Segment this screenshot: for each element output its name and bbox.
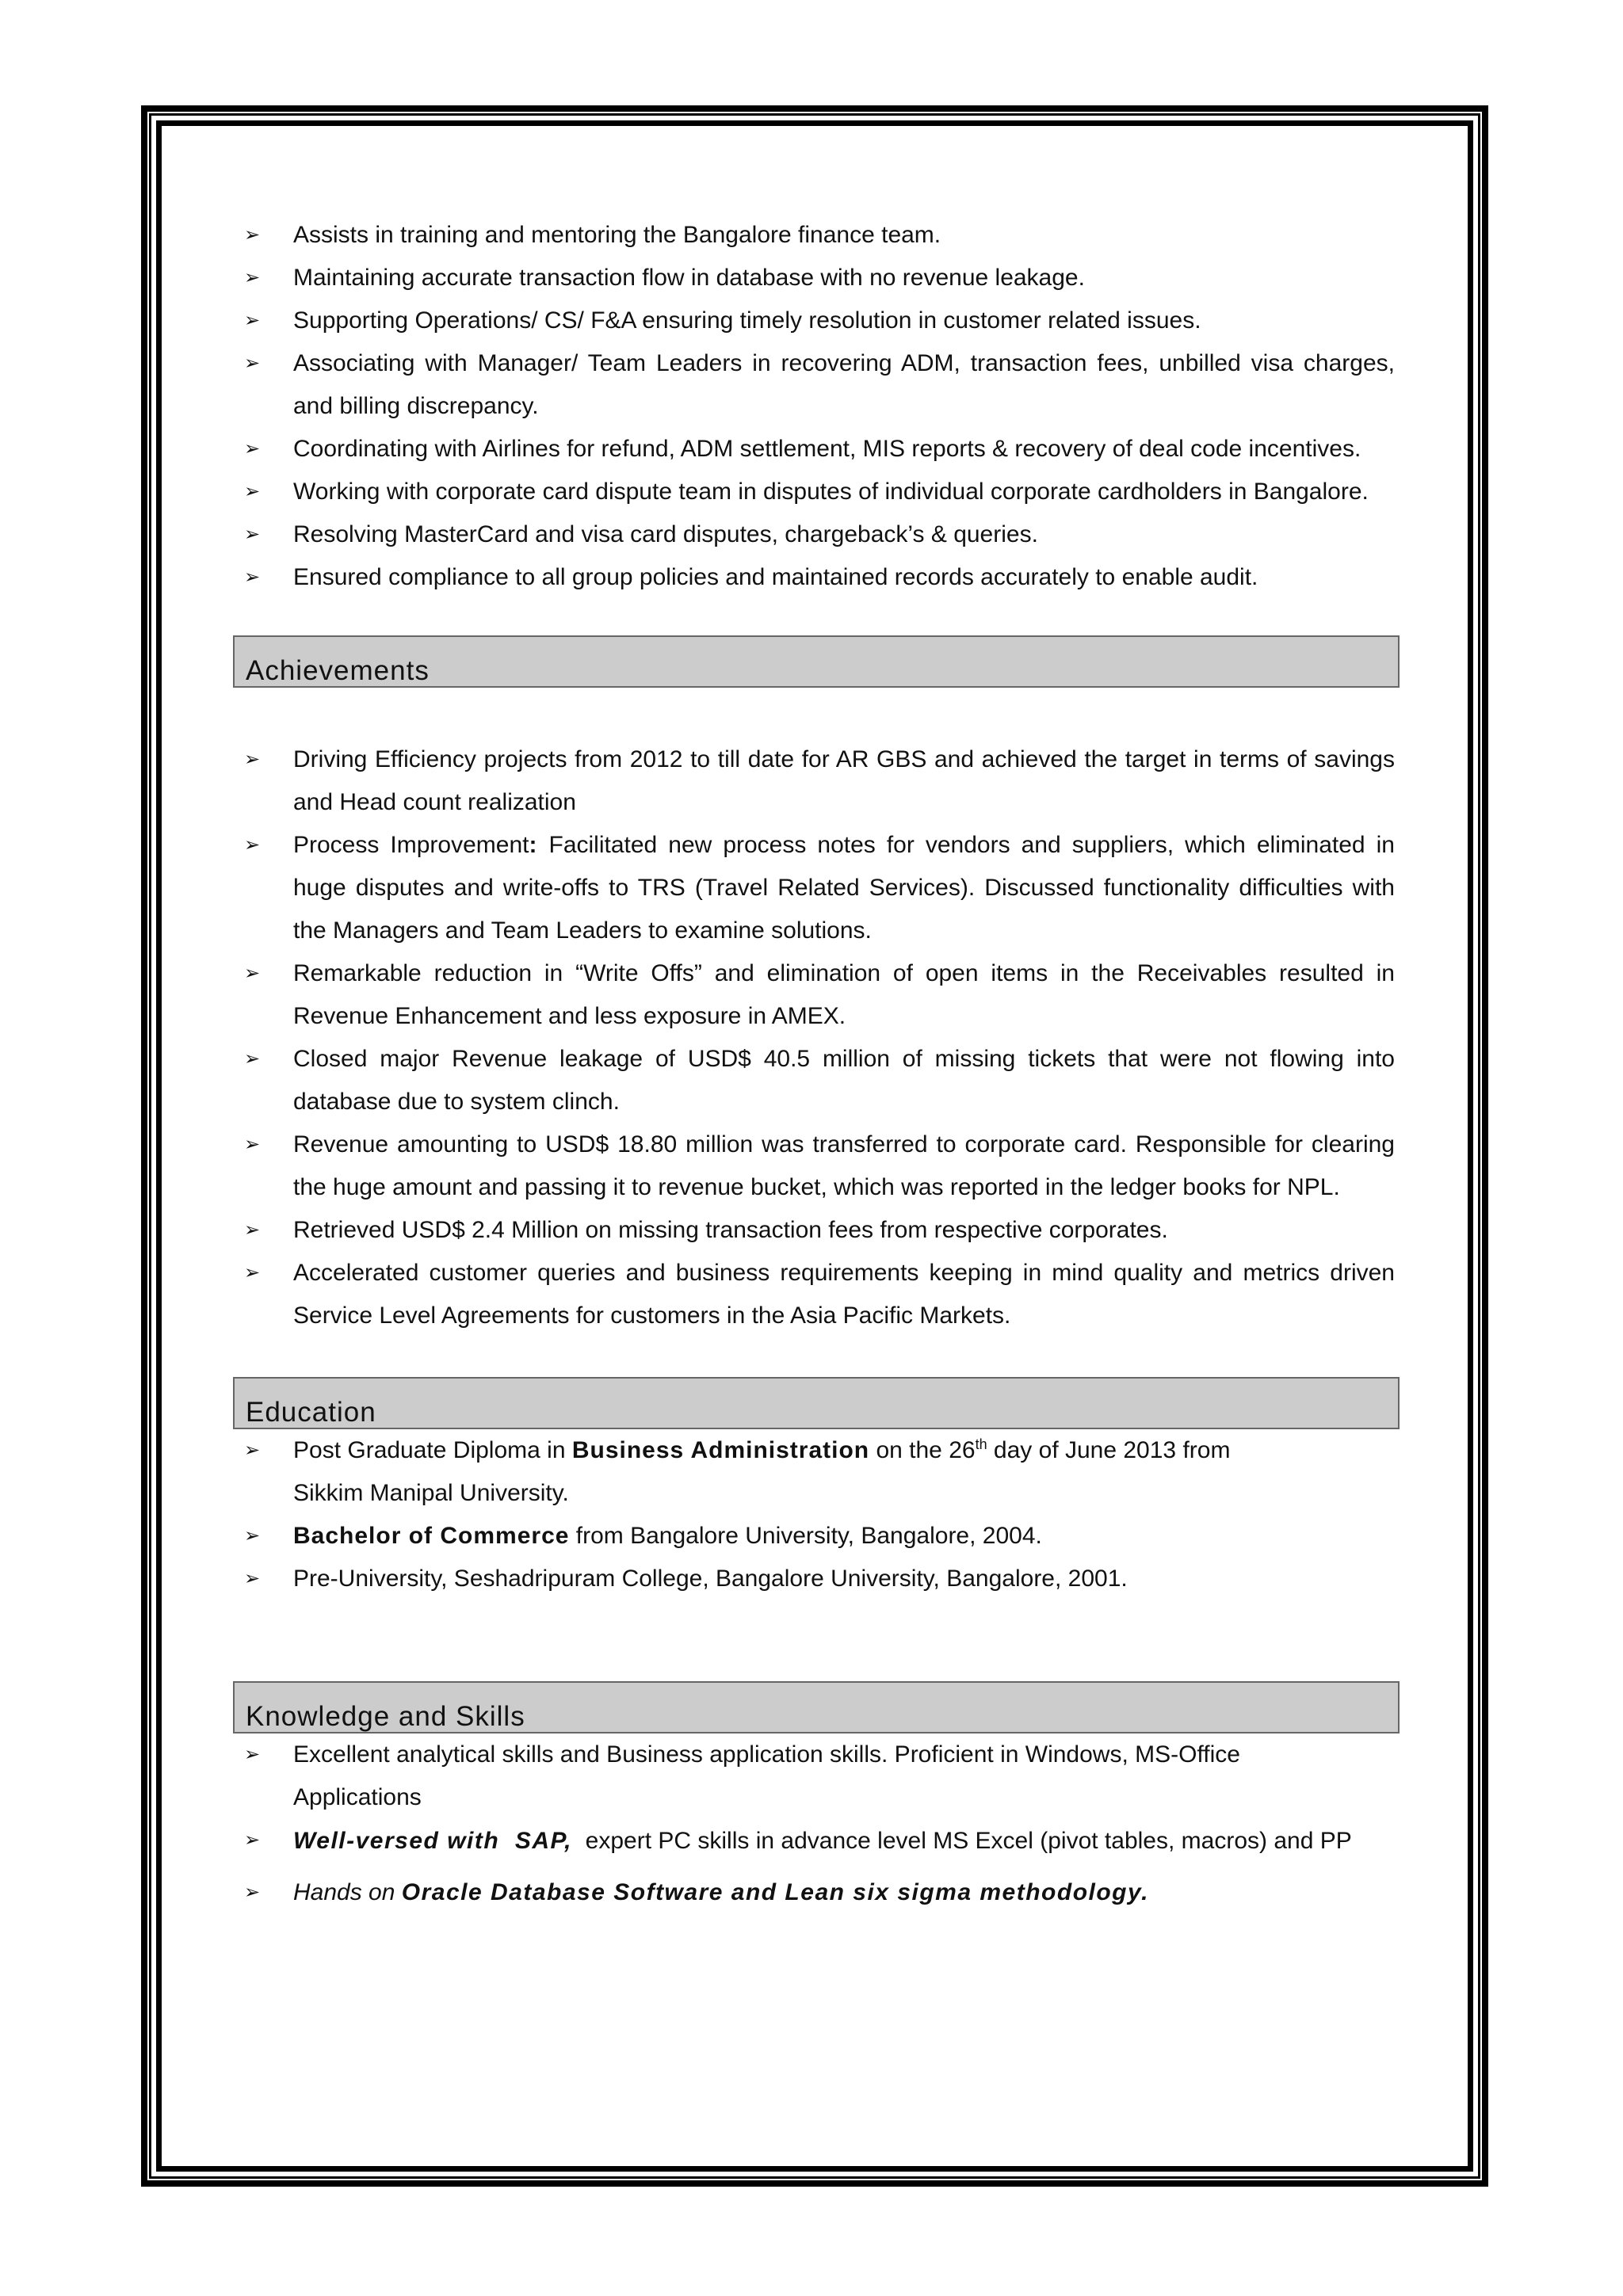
achievements-list xyxy=(233,738,1400,1337)
responsibilities-list xyxy=(233,214,1400,599)
arrowhead-bullet-icon: ➢ xyxy=(244,566,261,588)
arrowhead-bullet-icon: ➢ xyxy=(244,310,261,331)
list-item: ➢ Revenue amounting to USD$ 18.80 million was transferred to corporate card. Responsible for clearing the huge amount and passing it to revenue bucket, which was reported in the ledger books for NPL. xyxy=(233,1123,1400,1209)
list-item: ➢ Accelerated customer queries and business requirements keeping in mind quality and metrics driven Service Level Agreements for customers in the Asia Pacific Markets. xyxy=(233,1252,1400,1337)
list-item: ➢ Closed major Revenue leakage of USD$ 40.5 million of missing tickets that were not flowing into database due to system clinch. xyxy=(233,1038,1400,1123)
arrowhead-bullet-icon: ➢ xyxy=(244,1440,261,1461)
arrowhead-bullet-icon: ➢ xyxy=(244,834,261,856)
arrowhead-bullet-icon: ➢ xyxy=(244,1262,261,1283)
list-item: ➢ Coordinating with Airlines for refund, ADM settlement, MIS reports & recovery of deal code incentives. xyxy=(233,428,1400,471)
arrowhead-bullet-icon: ➢ xyxy=(244,1568,261,1589)
list-item: ➢ Ensured compliance to all group policies and maintained records accurately to enable audit. xyxy=(233,556,1400,599)
list-item: ➢ Well-versed with SAP, expert PC skills in advance level MS Excel (pivot tables, macros) and PP xyxy=(233,1819,1400,1863)
arrowhead-bullet-icon: ➢ xyxy=(244,481,261,502)
arrowhead-bullet-icon: ➢ xyxy=(244,1134,261,1155)
list-item: ➢ Pre-University, Seshadripuram College, Bangalore University, Bangalore, 2001. xyxy=(233,1558,1400,1600)
arrowhead-bullet-icon: ➢ xyxy=(244,1744,261,1765)
list-item: ➢ Assists in training and mentoring the Bangalore finance team. xyxy=(233,214,1400,257)
list-item: ➢ Driving Efficiency projects from 2012 to till date for AR GBS and achieved the target in terms of savings and Head count realization xyxy=(233,738,1400,824)
arrowhead-bullet-icon: ➢ xyxy=(244,749,261,770)
list-item: ➢ Post Graduate Diploma in Business Administration on the 26th day of June 2013 from Sikkim Manipal University. xyxy=(233,1429,1400,1515)
list-item: ➢ Process Improvement: Facilitated new process notes for vendors and suppliers, which eliminated in huge disputes and write-offs to TRS (Travel Related Services). Discussed functionality difficulties with the Managers and Team Leaders to examine solutions. xyxy=(233,824,1400,952)
arrowhead-bullet-icon: ➢ xyxy=(244,1048,261,1070)
achievements-heading: Achievements xyxy=(233,635,1400,688)
list-item: ➢ Excellent analytical skills and Business application skills. Proficient in Windows, MS-Office Applications xyxy=(233,1733,1400,1819)
arrowhead-bullet-icon: ➢ xyxy=(244,1882,261,1903)
arrowhead-bullet-icon: ➢ xyxy=(244,524,261,545)
arrowhead-bullet-icon: ➢ xyxy=(244,963,261,984)
arrowhead-bullet-icon: ➢ xyxy=(244,1219,261,1241)
list-item: ➢ Working with corporate card dispute team in disputes of individual corporate cardholders in Bangalore. xyxy=(233,471,1400,513)
list-item: ➢ Associating with Manager/ Team Leaders in recovering ADM, transaction fees, unbilled visa charges, and billing discrepancy. xyxy=(233,342,1400,428)
list-item: ➢ Remarkable reduction in “Write Offs” and elimination of open items in the Receivables resulted in Revenue Enhancement and less exposure in AMEX. xyxy=(233,952,1400,1038)
arrowhead-bullet-icon: ➢ xyxy=(244,353,261,374)
arrowhead-bullet-icon: ➢ xyxy=(244,224,261,246)
skills-heading: Knowledge and Skills xyxy=(233,1681,1400,1733)
list-item: ➢ Retrieved USD$ 2.4 Million on missing transaction fees from respective corporates. xyxy=(233,1209,1400,1252)
list-item: ➢ Maintaining accurate transaction flow in database with no revenue leakage. xyxy=(233,257,1400,299)
skills-list xyxy=(233,1733,1400,1914)
list-item: ➢ Resolving MasterCard and visa card disputes, chargeback’s & queries. xyxy=(233,513,1400,556)
list-item: ➢ Supporting Operations/ CS/ F&A ensuring timely resolution in customer related issues. xyxy=(233,299,1400,342)
arrowhead-bullet-icon: ➢ xyxy=(244,1829,261,1851)
list-item: ➢ Hands on Oracle Database Software and Lean six sigma methodology. xyxy=(233,1871,1400,1914)
arrowhead-bullet-icon: ➢ xyxy=(244,1525,261,1547)
list-item: ➢ Bachelor of Commerce from Bangalore University, Bangalore, 2004. xyxy=(233,1515,1400,1558)
resume-content xyxy=(233,214,1400,1914)
education-heading: Education xyxy=(233,1377,1400,1429)
arrowhead-bullet-icon: ➢ xyxy=(244,438,261,460)
education-list xyxy=(233,1429,1400,1600)
arrowhead-bullet-icon: ➢ xyxy=(244,267,261,288)
